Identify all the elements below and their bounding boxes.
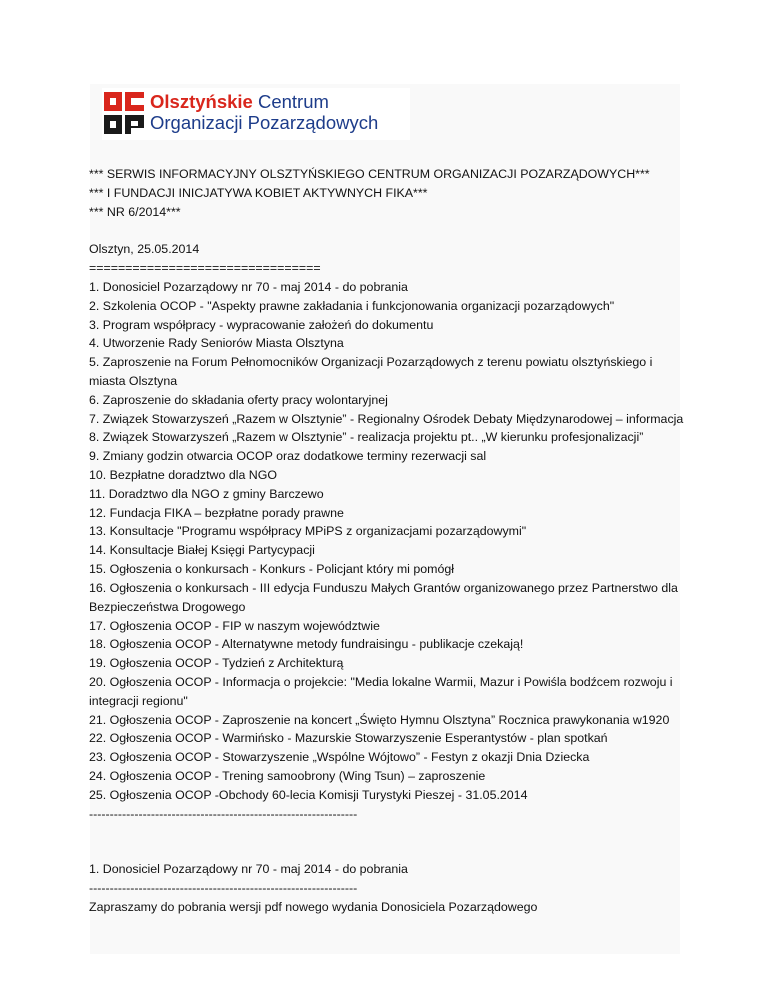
- header-line-1: *** SERWIS INFORMACYJNY OLSZTYŃSKIEGO CENTRUM ORGANIZACJI POZARZĄDOWYCH***: [89, 167, 650, 181]
- toc-item: 7. Związek Stowarzyszeń „Razem w Olsztynie” - Regionalny Ośrodek Debaty Międzynarodowej – informacja: [89, 411, 684, 426]
- section-1-body: Zapraszamy do pobrania wersji pdf nowego wydania Donosiciela Pozarządowego: [89, 900, 538, 915]
- toc-item: 16. Ogłoszenia o konkursach - III edycja Funduszu Małych Grantów organizowanego przez Partnerstwo dla Bezpieczeństwa Drogowego: [89, 580, 678, 614]
- logo-blue-word: Centrum: [257, 91, 329, 112]
- toc-item: 15. Ogłoszenia o konkursach - Konkurs - Policjant który mi pomógł: [89, 562, 454, 577]
- toc-item: 22. Ogłoszenia OCOP - Warmińsko - Mazurskie Stowarzyszenie Esperantystów - plan spotkań: [89, 731, 608, 746]
- toc-item: 9. Zmiany godzin otwarcia OCOP oraz dodatkowe terminy rezerwacji sal: [89, 449, 487, 464]
- ocop-logo-mark-icon: [104, 92, 144, 134]
- toc-item: 8. Związek Stowarzyszeń „Razem w Olsztynie” - realizacja projektu pt.. „W kierunku profesjonalizacji”: [89, 430, 644, 445]
- separator-dashes: -----------------------------------------------------------------: [89, 806, 358, 821]
- toc-item: 11. Doradztwo dla NGO z gminy Barczewo: [89, 486, 324, 501]
- toc-item: 25. Ogłoszenia OCOP -Obchody 60-lecia Komisji Turystyki Pieszej - 31.05.2014: [89, 787, 528, 802]
- header-line-2: *** I FUNDACJI INICJATYWA KOBIET AKTYWNYCH FIKA***: [89, 185, 428, 200]
- ocop-logo: [102, 88, 410, 140]
- toc-item: 20. Ogłoszenia OCOP - Informacja o projekcie: "Media lokalne Warmii, Mazur i Powiśla bodźcem rozwoju i integracji regionu": [89, 674, 673, 708]
- logo-red-word: Olsztyńskie: [150, 91, 253, 112]
- newsletter-content: [89, 165, 689, 917]
- logo-title-line1: [150, 91, 329, 113]
- toc-item: 2. Szkolenia OCOP - "Aspekty prawne zakładania i funkcjonowania organizacji pozarządowych": [89, 298, 615, 313]
- toc-item: 23. Ogłoszenia OCOP - Stowarzyszenie „Wspólne Wójtowo” - Festyn z okazji Dnia Dziecka: [89, 750, 590, 765]
- toc-item: 17. Ogłoszenia OCOP - FIP w naszym województwie: [89, 618, 380, 633]
- toc-item: 4. Utworzenie Rady Seniorów Miasta Olsztyna: [89, 336, 344, 351]
- header-line-3: *** NR 6/2014***: [89, 204, 181, 219]
- separator-equals: ================================: [89, 261, 321, 276]
- section-1-separator: -----------------------------------------------------------------: [89, 881, 358, 896]
- toc-item: 6. Zaproszenie do składania oferty pracy wolontaryjnej: [89, 392, 388, 407]
- toc-item: 24. Ogłoszenia OCOP - Trening samoobrony (Wing Tsun) – zaproszenie: [89, 769, 486, 783]
- toc-item: 1. Donosiciel Pozarządowy nr 70 - maj 2014 - do pobrania: [89, 279, 408, 294]
- toc-item: 13. Konsultacje "Programu współpracy MPiPS z organizacjami pozarządowymi": [89, 524, 527, 539]
- toc-item: 21. Ogłoszenia OCOP - Zaproszenie na koncert „Święto Hymnu Olsztyna” Rocznica prawykonania w1920: [89, 712, 670, 727]
- toc-item: 18. Ogłoszenia OCOP - Alternatywne metody fundraisingu - publikacje czekają!: [89, 637, 524, 652]
- toc-item: 5. Zaproszenie na Forum Pełnomocników Organizacji Pozarządowych z terenu powiatu olsztyńskiego i miasta Olsztyna: [89, 355, 653, 388]
- toc-item: 19. Ogłoszenia OCOP - Tydzień z Architekturą: [89, 656, 344, 671]
- toc-item: 14. Konsultacje Białej Księgi Partycypacji: [89, 543, 315, 558]
- toc-item: 3. Program współpracy - wypracowanie założeń do dokumentu: [89, 317, 434, 332]
- logo-title-line2: Organizacji Pozarządowych: [150, 112, 379, 133]
- issue-date: Olsztyn, 25.05.2014: [89, 242, 200, 257]
- toc-item: 10. Bezpłatne doradztwo dla NGO: [89, 468, 278, 482]
- table-of-contents: [89, 278, 689, 805]
- toc-item: 12. Fundacja FIKA – bezpłatne porady prawne: [89, 505, 344, 520]
- section-1-title: 1. Donosiciel Pozarządowy nr 70 - maj 2014 - do pobrania: [89, 862, 408, 877]
